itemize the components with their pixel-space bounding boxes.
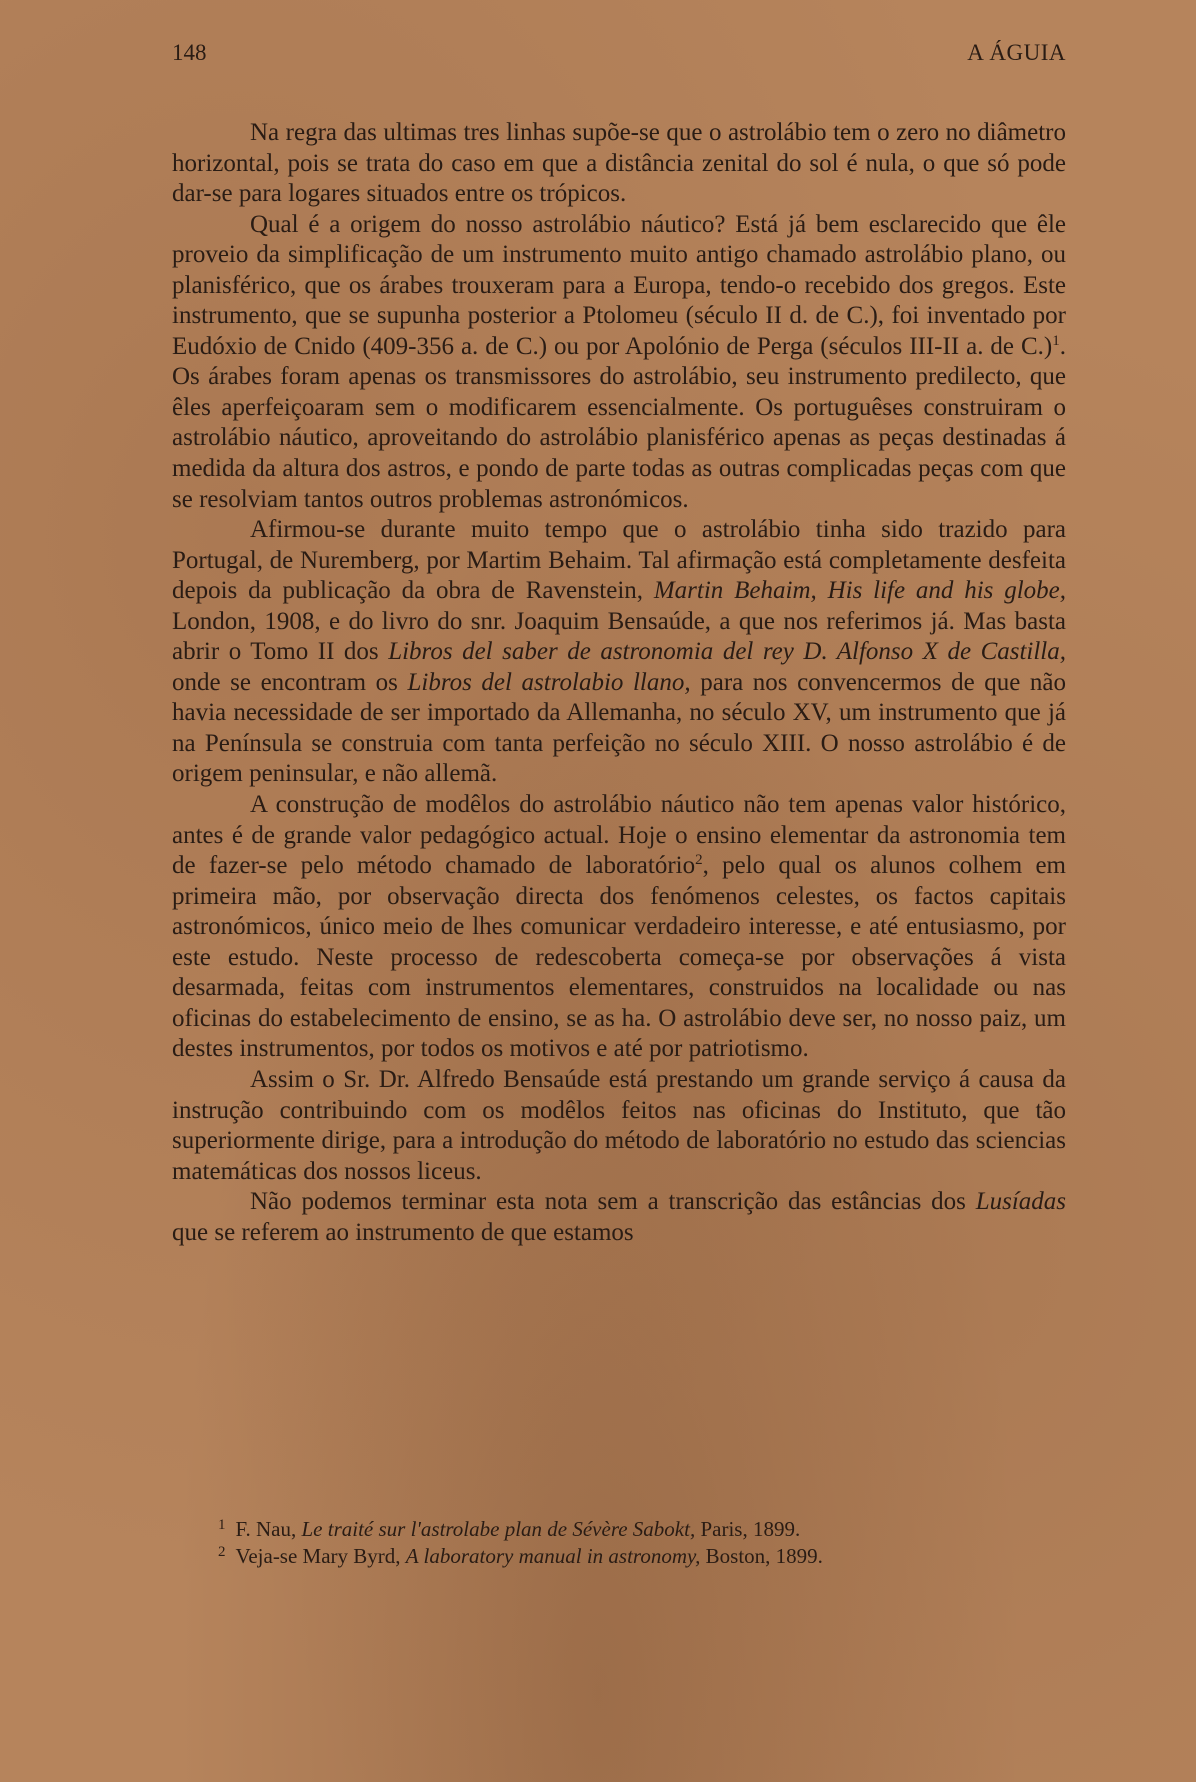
- footnote-1: $^1$ F. Nau, Le traité sur l'astrolabe plan de Sévère Sabokt, Paris, 1899.: [218, 1517, 801, 1541]
- paragraph-6: Não podemos terminar esta nota sem a transcrição das estâncias dos Lusíadas que se referem ao instrumento de que estamos: [172, 1188, 1066, 1246]
- footnote-ref-1: 1: [1052, 332, 1060, 349]
- paragraph-4: A construção de modêlos do astrolábio náutico não tem apenas valor histórico, antes é de grande valor pedagógico actual. Hoje o ensino elementar da astronomia tem de fazer-se pelo método chamado de laboratório$^2$, pelo qual os alunos colhem em primeira mão, por observação directa dos fenómenos celestes, os factos capitais astronómicos, único meio de lhes comunicar verdadeiro interesse, e até entusiasmo, por este estudo. Neste processo de redescoberta começa-se por observações á vista desarmada, feitas com instrumentos elementares, construidos na localidade ou nas oficinas do estabelecimento de ensino, se as ha. O astrolábio deve ser, no nosso paiz, um destes instrumentos, por todos os motivos e até por patriotismo.: [172, 791, 1066, 1063]
- book-title-libros-saber: Libros del saber de astronomia del rey D. Alfonso X de Castilla,: [388, 638, 1067, 666]
- paragraph-2: Qual é a origem do nosso astrolábio náutico? Está já bem esclarecido que êle proveio da simplificação de um instrumento muito antigo chamado astrolábio plano, ou planisférico, que os árabes trouxeram para a Europa, tendo-o recebido dos gregos. Este instrumento, que se supunha posterior a Ptolomeu (século II d. de C.), foi inventado por Eudóxio de Cnido (409-356 a. de C.) ou por Apolónio de Perga (séculos III-II a. de C.)$^1$. Os árabes foram apenas os transmissores do astrolábio, seu instrumento predilecto, que êles aperfeiçoaram sem o modificarem essencialmente. Os portuguêses construiram o astrolábio náutico, aproveitando do astrolábio planisférico apenas as peças destinadas á medida da altura dos astros, e pondo de parte todas as outras complicadas peças com que se resolviam tantos outros problemas astronómicos.: [172, 210, 1066, 513]
- book-title-ravenstein: Martin Behaim, His life and his globe,: [653, 577, 1066, 605]
- footnote-ref-2: 2: [695, 852, 703, 869]
- page-header: [172, 40, 1066, 80]
- book-title-libros-astrolabio: Libros del astrolabio llano,: [407, 668, 691, 696]
- running-title: A ÁGUIA: [967, 40, 1066, 65]
- book-title-lusiadas: Lusíadas: [975, 1188, 1066, 1216]
- footnotes: [172, 1516, 1066, 1570]
- page-number: 148: [172, 40, 207, 65]
- body-text: [172, 118, 1066, 1248]
- paragraph-3: Afirmou-se durante muito tempo que o astrolábio tinha sido trazido para Portugal, de Nuremberg, por Martim Behaim. Tal afirmação está completamente desfeita depois da publicação da obra de Ravenstein, Martin Behaim, His life and his globe, London, 1908, e do livro do snr. Joaquim Bensaúde, a que nos referimos já. Mas basta abrir o Tomo II dos Libros del saber de astronomia del rey D. Alfonso X de Castilla, onde se encontram os Libros del astrolabio llano, para nos convencermos de que não havia necessidade de ser importado da Allemanha, no século XV, um instrumento que já na Península se construia com tanta perfeição no século XIII. O nosso astrolábio é de origem peninsular, e não allemã.: [172, 516, 1067, 788]
- footnote-2: $^2$ Veja-se Mary Byrd, A laboratory manual in astronomy, Boston, 1899.: [218, 1544, 823, 1568]
- paragraph-5: Assim o Sr. Dr. Alfredo Bensaúde está prestando um grande serviço á causa da instrução contribuindo com os modêlos feitos nas oficinas do Instituto, que tão superiormente dirige, para a introdução do método de laboratório no estudo das sciencias matemáticas dos nossos liceus.: [172, 1065, 1066, 1185]
- paragraph-1: Na regra das ultimas tres linhas supõe-se que o astrolábio tem o zero no diâmetro horizontal, pois se trata do caso em que a distância zenital do sol é nula, o que só pode dar-se para logares situados entre os trópicos.: [172, 119, 1066, 208]
